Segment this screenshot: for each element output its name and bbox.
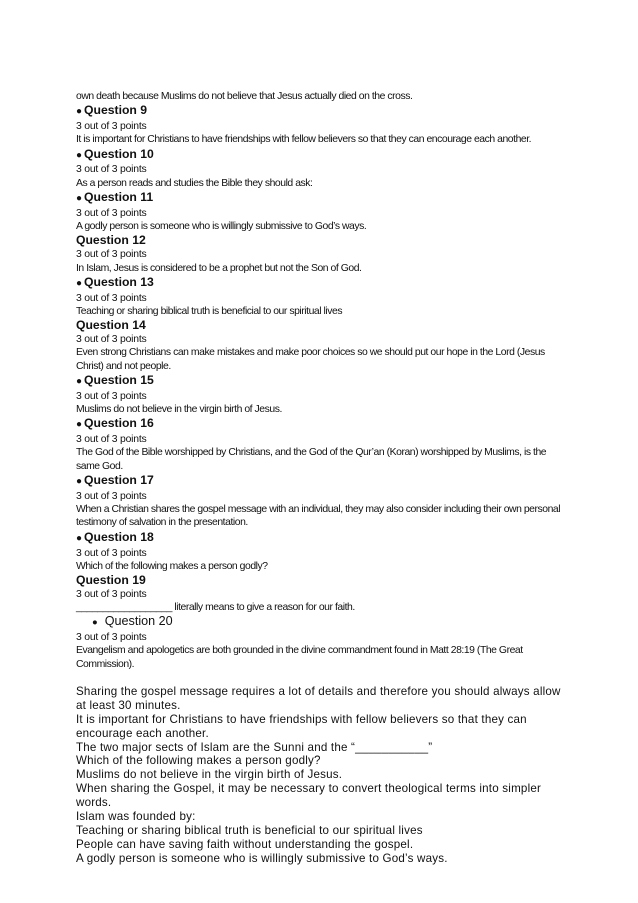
- question-title: Question 11: [84, 190, 154, 205]
- answer-line: Teaching or sharing biblical truth is beneficial to our spiritual lives: [76, 823, 423, 837]
- question-heading-16: [76, 416, 566, 433]
- answer-line: When sharing the Gospel, it may be necessary to convert theological terms into simpler words.: [76, 782, 542, 810]
- question-title: Question 9: [84, 103, 148, 118]
- question-heading-12: [76, 233, 566, 248]
- question-heading-19: [76, 573, 566, 588]
- question-text: __________________ literally means to give a reason for our faith.: [76, 602, 355, 614]
- question-points: 3 out of 3 points: [76, 588, 147, 600]
- question-text: A godly person is someone who is willingly submissive to God’s ways.: [76, 221, 367, 233]
- question-title: Question 15: [84, 372, 154, 387]
- question-text: Which of the following makes a person godly?: [76, 560, 268, 572]
- question-text: Even strong Christians can make mistakes and make poor choices so we should put our hope in the Lord (Jesus Christ) and not people.: [76, 347, 545, 372]
- question-text: The God of the Bible worshipped by Christians, and the God of the Qur’an (Koran) worshipped by Muslims, is the same God.: [76, 447, 547, 472]
- question-heading-15: [76, 373, 566, 390]
- question-points: 3 out of 3 points: [76, 121, 147, 133]
- question-heading-14: [76, 318, 566, 333]
- bullet-icon: ●: [76, 375, 83, 387]
- question-points: 3 out of 3 points: [76, 434, 147, 446]
- bullet-icon: ●: [76, 106, 83, 118]
- question-points: 3 out of 3 points: [76, 249, 147, 261]
- intro-text: own death because Muslims do not believe that Jesus actually died on the cross.: [76, 91, 413, 102]
- question-text: In Islam, Jesus is considered to be a prophet but not the Son of God.: [76, 262, 362, 274]
- question-points: 3 out of 3 points: [76, 292, 147, 304]
- answer-line: People can have saving faith without understanding the gospel.: [76, 837, 414, 851]
- question-title: Question 20: [104, 614, 173, 629]
- question-heading-18: [76, 530, 566, 547]
- bullet-icon: ●: [76, 532, 83, 544]
- question-heading-13: [76, 275, 566, 292]
- bullet-icon: ●: [76, 419, 83, 431]
- question-text: When a Christian shares the gospel message with an individual, they may also consider including their own personal testimony of salvation in the presentation.: [76, 504, 561, 529]
- question-points: 3 out of 3 points: [76, 164, 147, 176]
- question-points: 3 out of 3 points: [76, 490, 147, 502]
- bullet-icon: ●: [76, 149, 83, 161]
- bullet-icon: ●: [76, 193, 83, 205]
- question-text: Muslims do not believe in the virgin birth of Jesus.: [76, 404, 282, 416]
- question-points: 3 out of 3 points: [76, 390, 147, 402]
- question-title: Question 18: [84, 529, 154, 544]
- question-points: 3 out of 3 points: [76, 207, 147, 219]
- question-points: 3 out of 3 points: [76, 631, 147, 643]
- question-title: Question 16: [84, 416, 154, 431]
- answer-line: Islam was founded by:: [76, 810, 196, 824]
- question-text: As a person reads and studies the Bible they should ask:: [76, 177, 313, 189]
- question-title: Question 14: [76, 318, 146, 333]
- question-title: Question 10: [84, 146, 154, 161]
- question-heading-10: [76, 147, 566, 164]
- answer-line: The two major sects of Islam are the Sunni and the “___________”: [76, 740, 433, 754]
- answer-line: A godly person is someone who is willingly submissive to God’s ways.: [76, 851, 448, 865]
- question-heading-11: [76, 190, 566, 207]
- question-text: It is important for Christians to have friendships with fellow believers so that they can encourage each another.: [76, 134, 532, 146]
- bullet-icon: ●: [92, 617, 98, 629]
- question-points: 3 out of 3 points: [76, 547, 147, 559]
- question-heading-9: [76, 103, 566, 120]
- question-points: 3 out of 3 points: [76, 334, 147, 346]
- question-title: Question 19: [76, 573, 146, 588]
- section-gap: [76, 671, 566, 685]
- question-heading-20: [76, 614, 566, 631]
- answer-line: Which of the following makes a person godly?: [76, 754, 321, 768]
- question-title: Question 17: [84, 473, 154, 488]
- question-text: Evangelism and apologetics are both grounded in the divine commandment found in Matt 28:19 (The Great Commission).: [76, 645, 523, 670]
- document-page: [76, 90, 566, 866]
- bullet-icon: ●: [76, 476, 83, 488]
- answer-line: Muslims do not believe in the virgin birth of Jesus.: [76, 768, 343, 782]
- question-title: Question 13: [84, 274, 154, 289]
- answer-line: Sharing the gospel message requires a lot of details and therefore you should always allow at least 30 minutes.: [76, 684, 561, 712]
- question-title: Question 12: [76, 233, 146, 248]
- question-text: Teaching or sharing biblical truth is beneficial to our spiritual lives: [76, 305, 343, 317]
- answer-line: It is important for Christians to have friendships with fellow believers so that they can encourage each another.: [76, 712, 527, 740]
- bullet-icon: ●: [76, 277, 83, 289]
- question-heading-17: [76, 473, 566, 490]
- answer-list: [76, 685, 566, 866]
